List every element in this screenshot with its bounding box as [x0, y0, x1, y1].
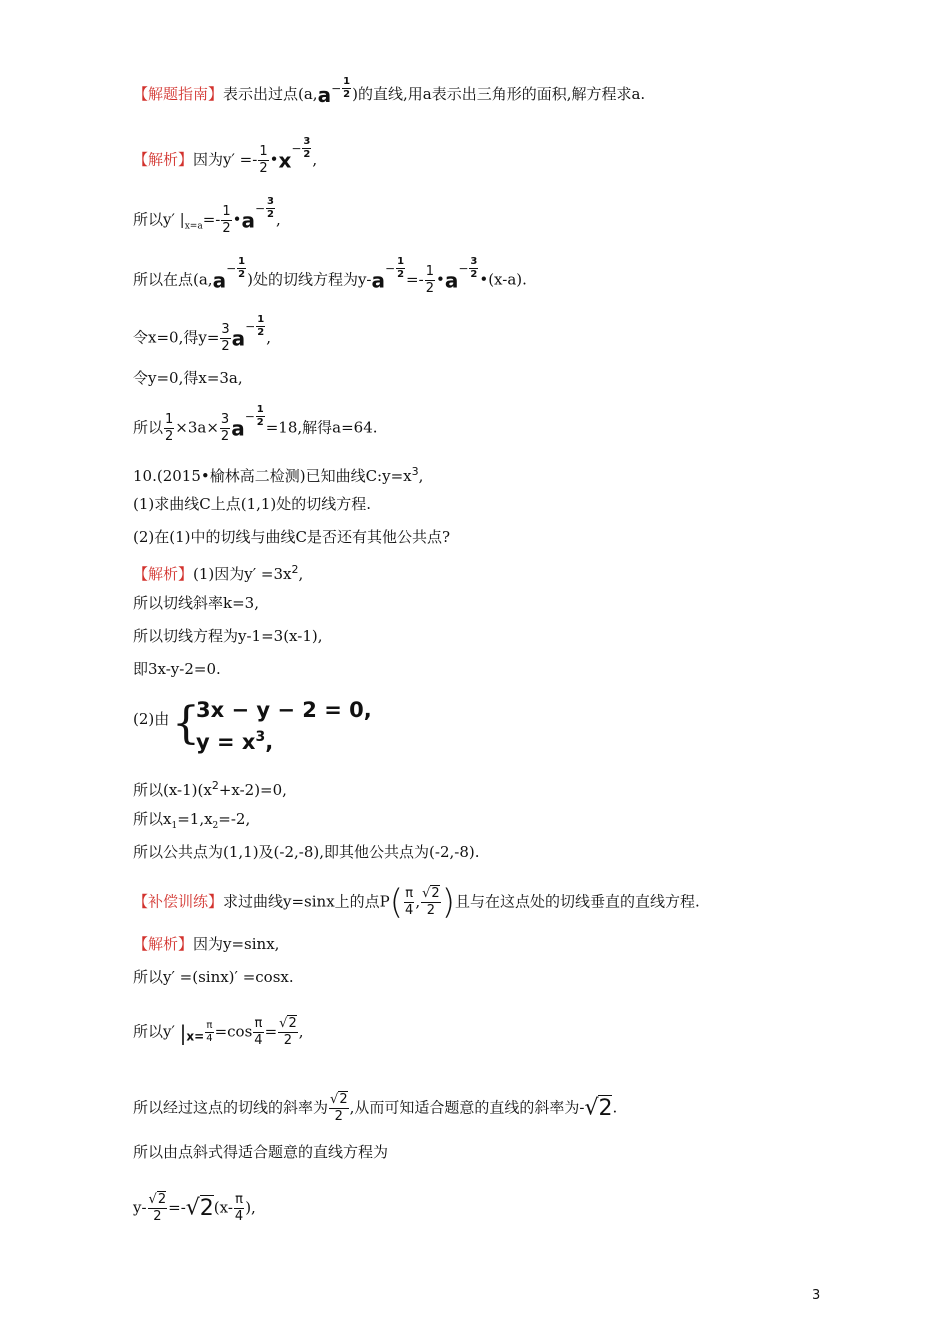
numerator: √2: [330, 1092, 348, 1107]
fraction: [469, 256, 478, 281]
text: ),: [245, 1198, 256, 1217]
fraction: [221, 204, 231, 237]
denominator: 4: [206, 1032, 213, 1044]
var-x: x: [278, 148, 292, 173]
hint-line: [133, 76, 646, 109]
denominator: 4: [234, 1209, 244, 1224]
fraction: [220, 412, 230, 445]
numerator: 1: [343, 76, 351, 87]
numerator: 1: [256, 404, 264, 415]
numerator: 1: [259, 144, 268, 159]
text: 令y=0,得x=3a,: [133, 369, 243, 387]
solution-sup-line-6: [133, 1192, 256, 1225]
denominator: 2: [153, 1209, 162, 1224]
fraction: [256, 404, 265, 429]
text: ×3a×: [175, 418, 219, 437]
solution-sup-line-2: [133, 967, 294, 987]
text: 所以y′ |: [133, 210, 185, 229]
superscript: 3: [255, 729, 266, 745]
text: ,: [298, 565, 304, 583]
numerator: 1: [165, 412, 174, 427]
exponent: [245, 404, 266, 429]
dot: •: [232, 210, 242, 229]
hint-tag: 【解题指南】: [133, 85, 224, 103]
radicand: 2: [199, 1195, 214, 1221]
radicand: 2: [431, 886, 440, 901]
exponent: [255, 196, 276, 221]
exponent: [245, 314, 266, 339]
text: .: [612, 1098, 618, 1117]
solution-p10-line-7: [133, 842, 480, 862]
radicand: 2: [288, 1016, 297, 1031]
subscript: 2: [212, 821, 219, 831]
numerator: √2: [279, 1016, 297, 1031]
minus-sign: −: [244, 409, 255, 424]
solution-tag: 【解析】: [133, 150, 194, 169]
solution-sup-line-4: [133, 1092, 617, 1125]
problem-10-part-1: [133, 494, 371, 514]
radicand: 2: [157, 1192, 167, 1207]
text: (1)因为y′ =3x: [193, 565, 292, 583]
system-label: [133, 709, 169, 729]
text: 所以y′: [133, 1022, 180, 1041]
dot: •: [435, 270, 445, 289]
solution-line-1: [133, 136, 318, 177]
fraction: [404, 886, 414, 919]
text: (1)求曲线C上点(1,1)处的切线方程.: [133, 495, 372, 513]
dot: •: [269, 150, 279, 169]
solution-p10-line-3: [133, 626, 322, 646]
solution-tag: 【解析】: [133, 935, 194, 953]
minus-sign: −: [226, 261, 237, 276]
text: 求过曲线y=sinx上的点P: [223, 892, 390, 911]
text: 令x=0,得y=: [133, 328, 220, 347]
solution-p10-line-5: [133, 776, 287, 800]
denominator: 2: [222, 221, 231, 236]
superscript: 3: [411, 465, 419, 478]
fraction: [256, 314, 265, 339]
text: 所以在点(a,: [133, 270, 213, 289]
minus-sign: −: [331, 81, 342, 96]
text: y-: [133, 1198, 147, 1217]
text: 所以由点斜式得适合题意的直线方程为: [133, 1143, 389, 1161]
text: 因为y=sinx,: [193, 935, 280, 953]
text: ,: [418, 467, 424, 485]
text: 所以: [133, 418, 164, 437]
text: =-: [168, 1198, 186, 1217]
minus-sign: −: [458, 261, 469, 276]
text: 即3x-y-2=0.: [133, 660, 221, 678]
denominator: 2: [303, 149, 311, 160]
numerator: π: [405, 886, 414, 901]
denominator: 2: [238, 269, 246, 280]
fraction: [421, 886, 441, 919]
solution-line-6: [133, 404, 378, 445]
solution-p10-line-1: [133, 560, 303, 584]
comma: ,: [415, 892, 421, 911]
brace: {: [172, 698, 200, 749]
denominator: 2: [425, 281, 434, 296]
radicand: 2: [598, 1095, 613, 1121]
denominator: 4: [254, 1033, 263, 1048]
text: )的直线,用a表示出三角形的面积,解方程求a.: [352, 85, 646, 103]
solution-sup-line-5: [133, 1142, 388, 1162]
var-a: a: [231, 326, 246, 351]
numerator: √2: [148, 1192, 167, 1207]
solution-tag: 【解析】: [133, 565, 194, 583]
numerator: 3: [267, 196, 274, 207]
minus-sign: −: [254, 201, 266, 216]
solution-sup-line-1: [133, 934, 279, 954]
text: (x-: [213, 1198, 233, 1217]
minus-sign: −: [291, 141, 302, 156]
fraction: [205, 1020, 213, 1045]
fraction: [396, 256, 405, 281]
text: =1,x: [177, 810, 213, 828]
minus-sign: −: [245, 319, 256, 334]
var-a: a: [231, 416, 245, 441]
solution-line-4: [133, 314, 271, 355]
system-equation-1: 3x − y − 2 = 0,: [196, 698, 372, 722]
denominator: 2: [470, 269, 478, 280]
text: 表示出过点(a,: [223, 85, 318, 103]
text: 所以x: [133, 810, 172, 828]
radicand: 2: [339, 1092, 348, 1107]
left-paren: (: [389, 882, 404, 923]
numerator: π: [254, 1016, 263, 1031]
supplementary-problem: [133, 882, 700, 923]
solution-p10-line-4: [133, 659, 221, 679]
fraction: [258, 144, 268, 177]
denominator: 2: [267, 209, 274, 220]
exponent: [226, 256, 247, 281]
text: )处的切线方程为y-: [247, 270, 372, 289]
text: 所以公共点为(1,1)及(-2,-8),即其他公共点为(-2,-8).: [133, 843, 480, 861]
numerator: 3: [221, 322, 230, 337]
fraction: [342, 76, 351, 101]
text: ,: [265, 730, 274, 754]
fraction: [302, 136, 311, 161]
numerator: π: [235, 1192, 243, 1207]
text: ,: [312, 150, 318, 169]
numerator: 1: [238, 256, 246, 267]
text: =cos: [214, 1022, 253, 1041]
fraction: [425, 264, 435, 297]
numerator: 3: [220, 412, 230, 427]
subscript: x=: [186, 1029, 205, 1044]
numerator: 3: [470, 256, 478, 267]
fraction: [237, 256, 246, 281]
sqrt-2: √2: [584, 1095, 613, 1121]
fraction: [266, 196, 275, 221]
denominator: 2: [334, 1109, 343, 1124]
text: 且与在这点处的切线垂直的直线方程.: [454, 892, 700, 911]
fraction: [329, 1092, 349, 1125]
denominator: 4: [405, 903, 414, 918]
solution-p10-line-2: [133, 593, 259, 613]
text: =-: [406, 270, 424, 289]
sqrt-2: √2: [185, 1195, 214, 1221]
text: =18,解得a=64.: [265, 418, 378, 437]
denominator: 2: [221, 339, 230, 354]
page-number: 3: [812, 1288, 821, 1303]
text: 因为y′ =-: [193, 150, 258, 169]
text: =: [264, 1022, 278, 1041]
denominator: 2: [259, 161, 268, 176]
text: ,: [266, 328, 271, 347]
fraction: [253, 1016, 263, 1049]
numerator: π: [206, 1019, 213, 1031]
denominator: 2: [220, 429, 230, 444]
solution-p10-line-6: [133, 809, 250, 836]
text: 所以切线方程为y-1=3(x-1),: [133, 627, 323, 645]
text: 所以y′ =(sinx)′ =cosx.: [133, 968, 294, 986]
var-a: a: [212, 268, 227, 293]
fraction: [148, 1192, 168, 1225]
numerator: 3: [303, 136, 311, 147]
text: ,从而可知适合题意的直线的斜率为-: [349, 1098, 585, 1117]
fraction: [164, 412, 174, 445]
solution-line-5: [133, 368, 243, 388]
exponent: [331, 76, 352, 101]
solution-line-2: [133, 196, 281, 237]
text: •(x-a).: [479, 270, 527, 289]
denominator: 2: [397, 269, 405, 280]
superscript: 2: [211, 779, 219, 792]
text: 所以(x-1)(x: [133, 781, 212, 799]
text: ,: [276, 210, 281, 229]
solution-line-3: [133, 256, 527, 297]
supplementary-tag: 【补偿训练】: [133, 892, 224, 911]
denominator: 2: [283, 1033, 293, 1048]
solution-sup-line-3: [133, 1016, 304, 1049]
numerator: 1: [257, 314, 265, 325]
var-a: a: [241, 208, 255, 233]
numerator: 1: [425, 264, 434, 279]
var-a: a: [371, 268, 386, 293]
fraction: [220, 322, 230, 355]
system-equation-2: [196, 729, 273, 754]
text: y = x: [196, 730, 256, 754]
exponent: [458, 256, 479, 281]
numerator: √2: [422, 886, 440, 901]
var-a: a: [317, 83, 332, 107]
denominator: 2: [256, 417, 264, 428]
numerator: 1: [222, 204, 231, 219]
fraction: [234, 1192, 244, 1225]
text: ,: [298, 1022, 304, 1041]
text: 10.(2015•榆林高二检测)已知曲线C:y=x: [133, 467, 412, 485]
text: (2)由: [133, 710, 170, 728]
text: =-: [202, 210, 221, 229]
text: 所以切线斜率k=3,: [133, 594, 259, 612]
fraction: [278, 1016, 298, 1049]
text: =-2,: [218, 810, 251, 828]
denominator: 2: [426, 903, 436, 918]
superscript: 2: [291, 563, 299, 576]
problem-10-part-2: [133, 527, 450, 547]
var-a: a: [444, 268, 459, 293]
exponent: [291, 136, 312, 161]
problem-10-title: [133, 462, 423, 486]
text: +x-2)=0,: [218, 781, 287, 799]
evaluation-bar: |: [179, 1020, 187, 1045]
exponent: [385, 256, 406, 281]
denominator: 2: [257, 327, 265, 338]
subscript: 1: [171, 821, 178, 831]
numerator: 1: [397, 256, 405, 267]
minus-sign: −: [385, 261, 396, 276]
right-paren: ): [441, 882, 455, 923]
denominator: 2: [165, 429, 174, 444]
denominator: 2: [343, 89, 351, 100]
subscript: x=a: [184, 221, 203, 232]
text: 所以经过这点的切线的斜率为: [133, 1098, 329, 1117]
text: (2)在(1)中的切线与曲线C是否还有其他公共点?: [133, 528, 451, 546]
